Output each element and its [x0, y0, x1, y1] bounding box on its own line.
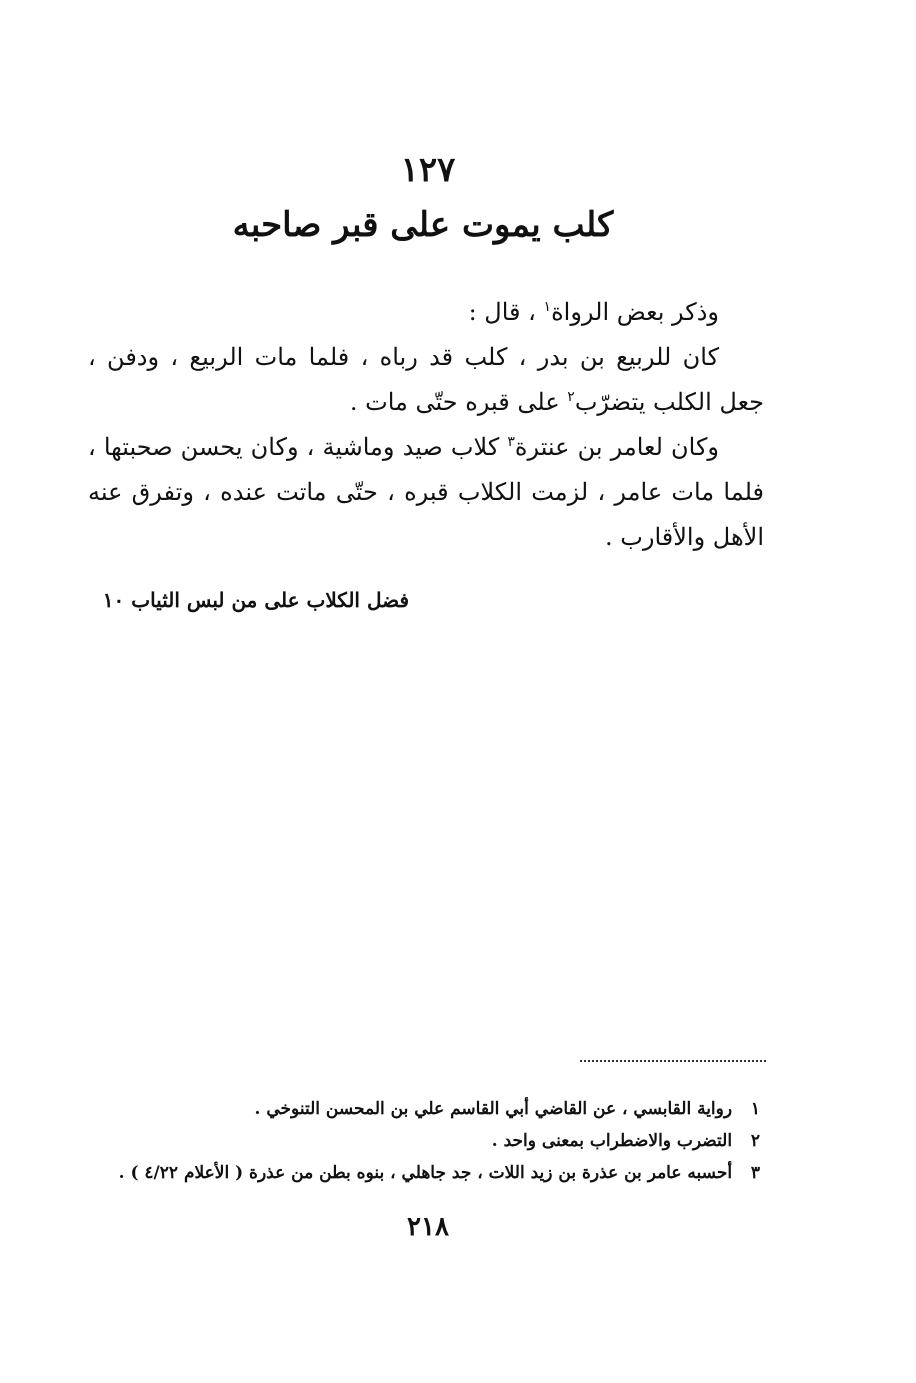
body-text [88, 290, 764, 560]
footnote-ref-2: ٢ [567, 389, 575, 405]
footnote-divider [580, 1060, 766, 1062]
footnote-ref-3: ٣ [507, 434, 515, 450]
intro-text-end: ، قال : [468, 298, 544, 326]
footnote-text: رواية القابسي ، عن القاضي أبي القاسم علي بن المحسن التنوخي . [254, 1099, 733, 1119]
intro-paragraph [88, 290, 764, 335]
paragraph-1-text-end: على قبره حتّى مات . [349, 388, 568, 416]
section-number: ١٢٧ [400, 150, 456, 190]
paragraph-2 [88, 425, 764, 560]
footnote-text: أحسبه عامر بن عذرة بن زيد اللات ، جد جاهلي ، بنوه بطن من عذرة ( الأعلام ٤/٢٢ ) . [118, 1163, 733, 1183]
paragraph-1-text: كان للربيع بن بدر ، كلب قد رباه ، فلما مات الربيع ، ودفن ، جعل الكلب يتضرّب [88, 343, 764, 416]
footnote-3 [100, 1157, 760, 1189]
footnote-ref-1: ١ [543, 299, 552, 315]
footnote-2 [100, 1125, 760, 1157]
see-also-reference: فضل الكلاب على من لبس الثياب ١٠ [102, 588, 409, 612]
footnote-number: ٣ [750, 1163, 760, 1183]
footnotes [100, 1093, 760, 1189]
paragraph-1 [88, 335, 764, 425]
footnote-text: التضرب والاضطراب بمعنى واحد . [491, 1131, 733, 1151]
footnote-number: ١ [750, 1099, 760, 1119]
intro-text: وذكر بعض الرواة [551, 298, 719, 326]
section-title: كلب يموت على قبر صاحبه [232, 205, 614, 245]
paragraph-2-text-end: كلاب صيد وماشية ، وكان يحسن صحبتها ، فلما مات عامر ، لزمت الكلاب قبره ، حتّى ماتت عنده ، وتفرق عنه الأهل والأقارب . [88, 433, 764, 551]
page-number: ٢١٨ [407, 1212, 449, 1242]
footnote-1 [100, 1093, 760, 1125]
paragraph-2-text: وكان لعامر بن عنترة [514, 433, 719, 461]
footnote-number: ٢ [750, 1131, 760, 1151]
